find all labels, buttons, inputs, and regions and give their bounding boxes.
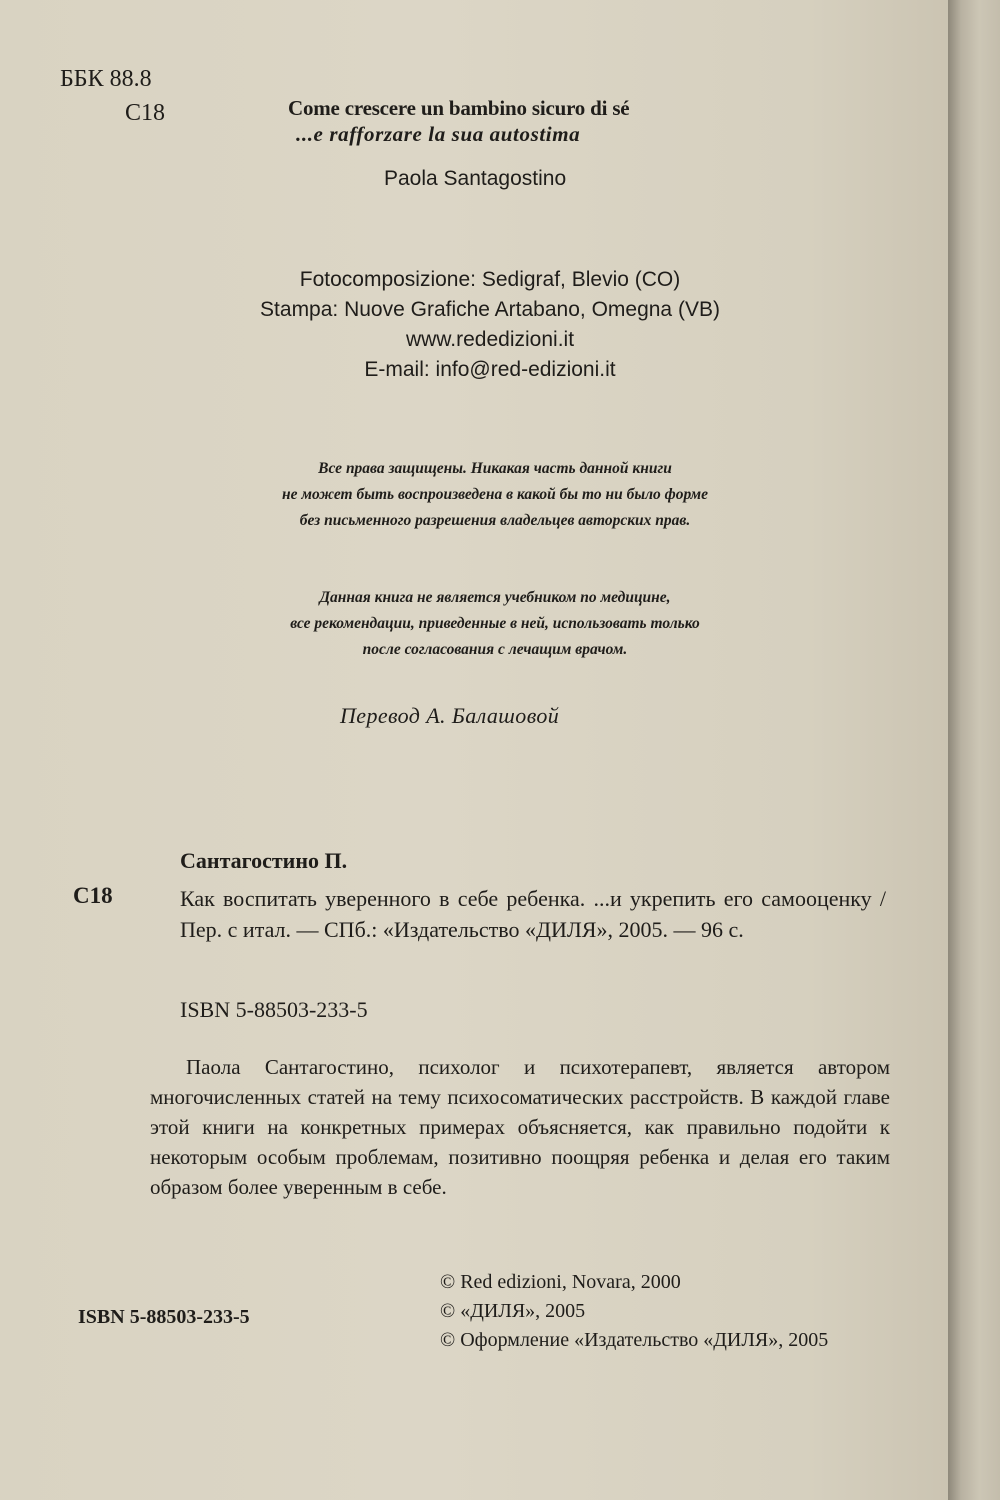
rights-line: без письменного разрешения владельцев авторских прав.	[299, 512, 691, 529]
rights-line: не может быть воспроизведена в какой бы то ни было форме	[281, 486, 709, 503]
catalog-author: Сантагостино П.	[180, 848, 348, 873]
catalog-description: Как воспитать уверенного в себе ребенка. ...и укрепить его самооценку / Пер. с итал. — СПб.: «Издательство «ДИЛЯ», 2005. — 96 с.	[180, 886, 886, 942]
book-annotation: Паола Сантагостино, психолог и психотерапевт, является автором многочисленных статей на тему психосоматических расстройств. В каждой главе этой книги на конкретных примерах объясняется, как правильно подойти к некоторым особым проблемам, позитивно поощряя ребенка и делая его таким образом более уверенным в себе.	[150, 1055, 890, 1199]
email: E-mail: info@red-edizioni.it	[364, 358, 616, 381]
copyright-line: © Оформление «Издательство «ДИЛЯ», 2005	[440, 1329, 829, 1351]
composition-credit: Fotocomposizione: Sedigraf, Blevio (CO)	[299, 268, 681, 291]
rights-line: Все права защищены. Никакая часть данной книги	[318, 460, 672, 477]
bbk-classification	[60, 62, 165, 130]
rights-notice	[200, 456, 790, 534]
printing-credit: Stampa: Nuove Grafiche Artabano, Omegna (VB)	[260, 298, 720, 321]
copyright-line: © Red edizioni, Novara, 2000	[440, 1271, 681, 1293]
translator-credit: Перевод А. Балашовой	[340, 703, 560, 728]
footer-isbn: ISBN 5-88503-233-5	[78, 1306, 250, 1328]
disclaimer-line: все рекомендации, приведенные в ней, использовать только	[290, 615, 700, 632]
original-author: Paola Santagostino	[384, 167, 567, 190]
copyright-list	[440, 1268, 828, 1355]
disclaimer-line: после согласования с лечащим врачом.	[362, 641, 628, 658]
original-subtitle: ...e rafforzare la sua autostima	[296, 122, 581, 146]
website: www.rededizioni.it	[405, 328, 575, 351]
original-title: Come crescere un bambino sicuro di sé	[288, 96, 630, 120]
disclaimer-line: Данная книга не является учебником по медицине,	[319, 589, 671, 606]
catalog-isbn: ISBN 5-88503-233-5	[180, 997, 368, 1022]
production-credits	[230, 265, 750, 385]
catalog-code: С18	[73, 883, 113, 908]
medical-disclaimer	[200, 585, 790, 663]
author-mark: С18	[125, 100, 166, 126]
copyright-line: © «ДИЛЯ», 2005	[440, 1300, 586, 1322]
page-edge	[948, 0, 1000, 1500]
bbk-number: ББК 88.8	[60, 66, 152, 92]
